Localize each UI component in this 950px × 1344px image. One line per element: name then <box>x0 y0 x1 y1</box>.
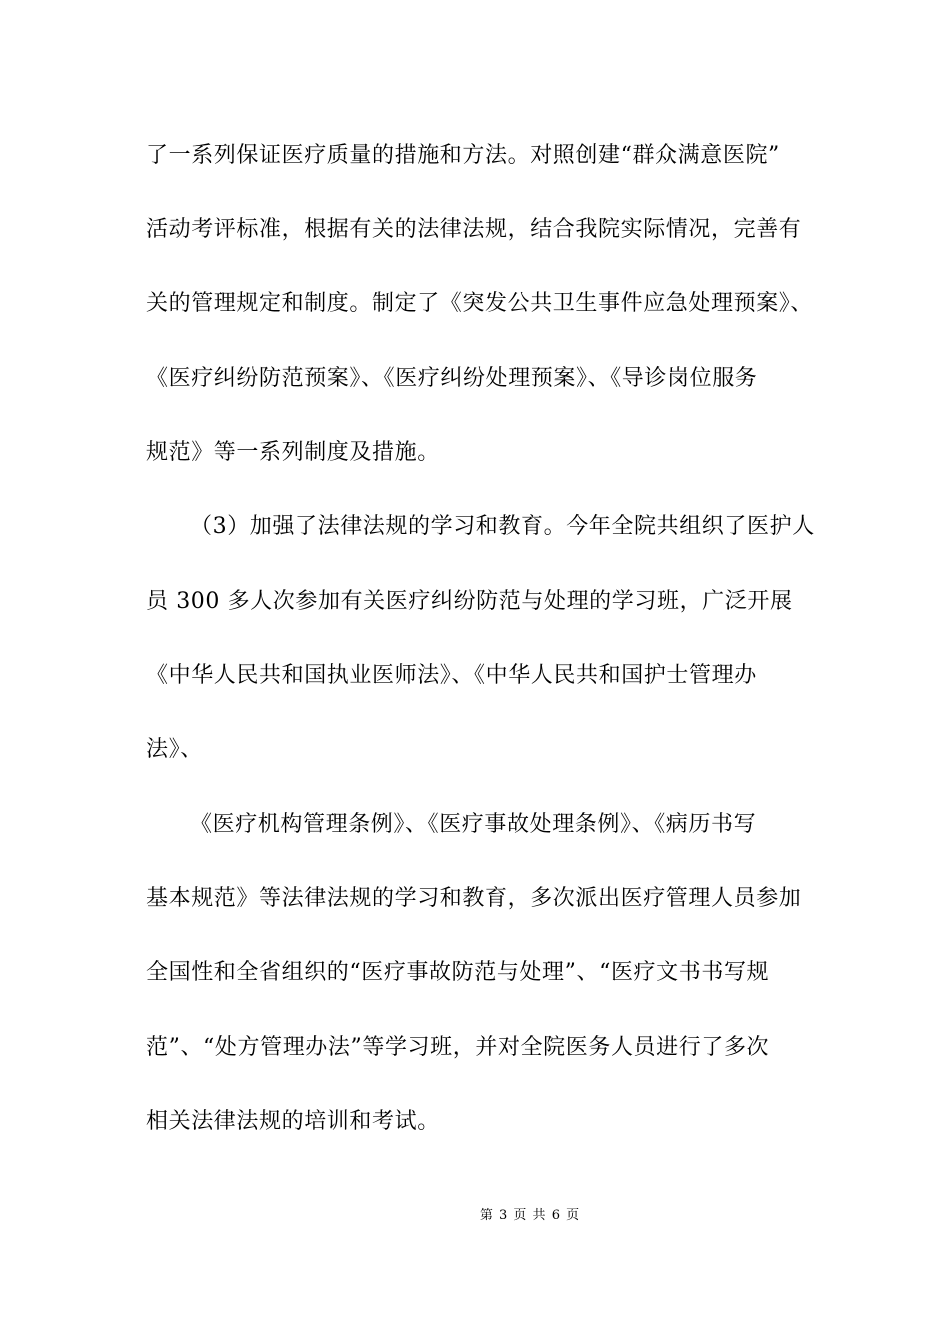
body-line: 员 300 多人次参加有关医疗纠纷防范与处理的学习班，广泛开展 <box>146 589 793 614</box>
body-line-indented: （3）加强了法律法规的学习和教育。今年全院共组织了医护人 <box>190 514 815 539</box>
body-line: 规范》等一系列制度及措施。 <box>146 440 440 465</box>
body-line: 了一系列保证医疗质量的措施和方法。对照创建“群众满意医院” <box>146 143 780 168</box>
body-line: 相关法律法规的培训和考试。 <box>146 1109 440 1134</box>
body-line: 全国性和全省组织的“医疗事故防范与处理”、“医疗文书书写规 <box>146 960 770 985</box>
page-number-footer: 第 3 页 共 6 页 <box>479 1208 581 1223</box>
body-line: 关的管理规定和制度。制定了《突发公共卫生事件应急处理预案》、 <box>146 291 814 316</box>
body-line: 《医疗纠纷防范预案》、《医疗纠纷处理预案》、《导诊岗位服务 <box>146 366 758 391</box>
body-line: 法》、 <box>146 737 203 762</box>
body-line: 基本规范》等法律法规的学习和教育，多次派出医疗管理人员参加 <box>146 886 802 911</box>
body-line: 范”、“处方管理办法”等学习班，并对全院医务人员进行了多次 <box>146 1035 770 1060</box>
body-line: 活动考评标准，根据有关的法律法规，结合我院实际情况，完善有 <box>146 217 802 242</box>
body-line-indented: 《医疗机构管理条例》、《医疗事故处理条例》、《病历书写 <box>190 812 757 837</box>
body-line: 《中华人民共和国执业医师法》、《中华人民共和国护士管理办 <box>146 663 757 688</box>
